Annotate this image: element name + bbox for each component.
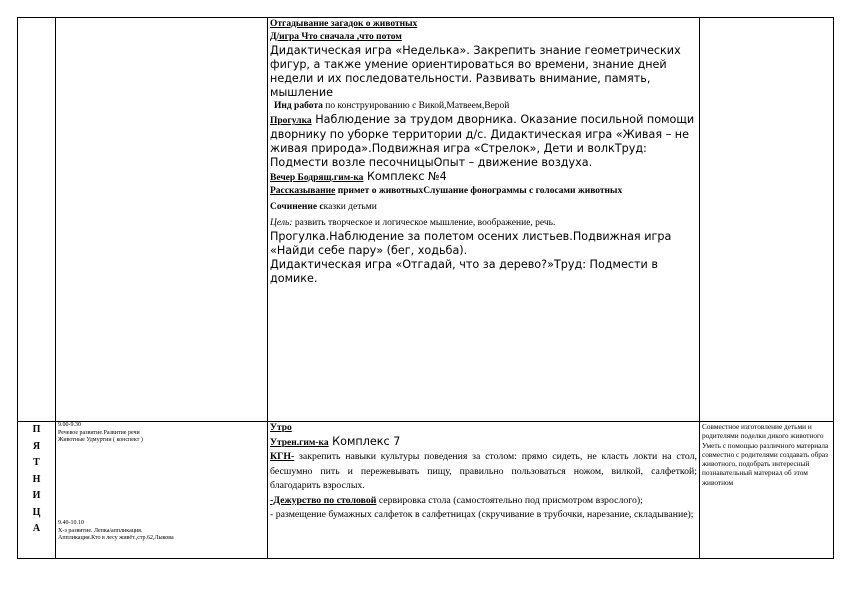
session1-time: 9.00-9.30: [58, 422, 81, 428]
day-label-friday: П Я Т Н И Ц А: [18, 422, 56, 559]
gym-label: Утрен.гим-ка: [270, 438, 329, 448]
schedule-cell: [56, 422, 268, 559]
evening-text: Комплекс №4: [363, 170, 447, 183]
duty-text: сервировка стола (самостоятельно под присмотром взрослого);: [376, 494, 643, 506]
goal-text: развить творческое и логическое мышление, воображение, речь.: [292, 218, 556, 228]
walk-label: Прогулка: [270, 116, 312, 126]
session1-topic: Животные Удмуртии ( конспект ): [58, 437, 143, 443]
duty-label: -Дежурство по столовой: [270, 494, 377, 506]
walk-text: Наблюдение за трудом дворника. Оказание посильной помощи дворнику по уборке территории д/с. Дидактическая игра «Живая – не живая природа».Подвижная игра «Стрелок», Дети и волкТруд: Подмести возле песочницыОпыт – движение воздуха.: [270, 113, 695, 169]
notes-cell-empty: [700, 18, 834, 422]
did2-text: Дидактическая игра «Отгадай, что за дерево?»Труд: Подмести в домике.: [270, 258, 658, 285]
duty-item: - размещение бумажных салфеток в салфетницах (скручивание в трубочки, нарезание, складывание);: [270, 509, 694, 520]
day-cell-empty: [18, 18, 56, 422]
session2-topic: Аппликация.Кто в лесу живёт.,стр.62,Лыкова: [58, 535, 174, 541]
compose-text: казки детьми: [323, 202, 377, 212]
session2-subject: Х-э развитие. Лепка/аппликация.: [58, 527, 143, 534]
plan-page: [17, 17, 833, 559]
story-label: Рассказывание: [270, 186, 336, 196]
walk2-text: Прогулка.Наблюдение за полетом осених листьев.Подвижная игра «Найди себе пару» (бег, ходьба).: [270, 230, 672, 257]
kgn-label: КГН-: [270, 451, 295, 462]
compose-label: Сочинение с: [270, 202, 324, 212]
session2-time: 9.40-10.10: [58, 520, 84, 526]
did-game-text: Дидактическая игра «Неделька». Закрепить знание геометрических фигур, а также умение ориентироваться во времени, знание дней недели и их последовательности. Развивать внимание, память, мышление: [270, 44, 681, 99]
activities-cell-bottom: [268, 422, 700, 559]
evening-label: Вечер Бодрящ.гим-ка: [270, 173, 364, 183]
schedule-cell-empty: [56, 18, 268, 422]
gym-text: Комплекс 7: [328, 435, 401, 448]
parents-note-cell: [700, 422, 834, 559]
goal-label: Цель:: [270, 218, 293, 228]
story-text: примет о животных: [335, 186, 424, 196]
activities-cell-top: [268, 18, 700, 422]
ind-work-text: по конструированию с Викой,Матвеем,Верой: [322, 101, 510, 111]
morning-heading: Утро: [270, 423, 292, 433]
listen-text: Слушание фонограммы с голосами животных: [423, 186, 623, 196]
kgn-text: закрепить навыки культуры поведения за столом: прямо сидеть, не класть локти на стол, бесшумно пить и пережевывать пищу, правильно пользоваться ножом, вилкой, салфеткой; благодарить взрослых.: [270, 451, 697, 491]
riddles-heading: Отгадывание загадок о животных: [270, 19, 418, 29]
thursday-row: [18, 18, 834, 422]
ind-work-label: Инд работа: [274, 101, 323, 111]
friday-row: [18, 422, 834, 559]
game-label: Д/игра: [270, 32, 299, 42]
weekly-plan-table: [17, 17, 834, 559]
parents-note: Совместное изготовление детьми и родителями поделки дикого животного Уметь с помощью различного материала совместно с родителями создавать образ животного, подобрать интересный познавательный материал об этом животном: [702, 422, 829, 487]
session1-subject: Речевое развитие.Развитие речи: [58, 429, 140, 436]
game-title: Что сначала ,что потом: [301, 32, 402, 42]
